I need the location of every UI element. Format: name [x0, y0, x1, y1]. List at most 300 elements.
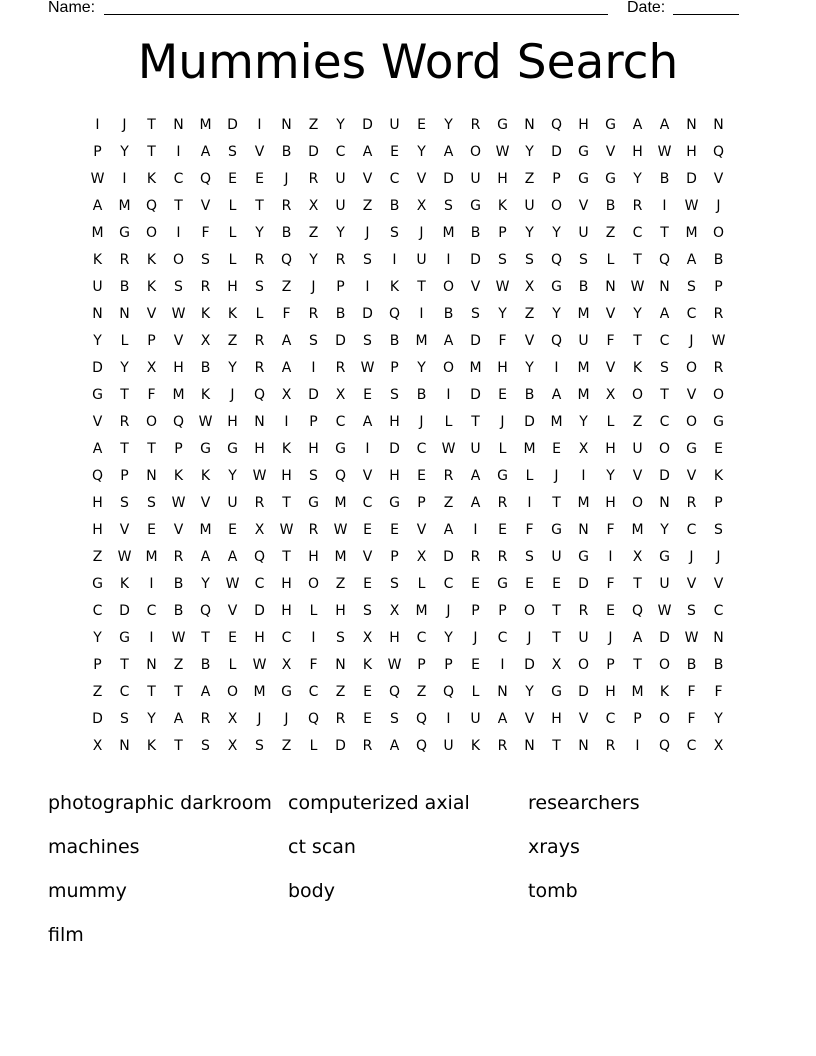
grid-letter: F: [201, 225, 210, 241]
grid-letter: B: [605, 198, 616, 214]
grid-letter: R: [497, 495, 508, 511]
grid-letter: B: [659, 171, 670, 187]
grid-letter: U: [92, 279, 103, 295]
grid-letter: Y: [552, 306, 561, 322]
grid-letter: I: [176, 144, 181, 160]
grid-letter: S: [471, 306, 480, 322]
header: [48, 0, 748, 20]
grid-letter: N: [173, 117, 184, 133]
grid-letter: R: [686, 495, 697, 511]
grid-letter: G: [686, 441, 697, 457]
grid-letter: D: [659, 468, 670, 484]
grid-letter: W: [171, 495, 186, 511]
grid-letter: H: [497, 360, 508, 376]
grid-letter: H: [605, 441, 616, 457]
grid-letter: C: [146, 603, 157, 619]
grid-letter: T: [120, 657, 129, 673]
grid-letter: T: [417, 279, 426, 295]
grid-letter: G: [92, 576, 103, 592]
grid-letter: S: [336, 630, 345, 646]
grid-letter: H: [335, 603, 346, 619]
grid-row: [84, 654, 732, 681]
grid-letter: R: [200, 279, 211, 295]
grid-letter: J: [419, 225, 424, 241]
grid-letter: S: [201, 252, 210, 268]
grid-letter: Y: [336, 225, 345, 241]
grid-letter: E: [228, 522, 237, 538]
grid-letter: W: [252, 657, 267, 673]
grid-letter: S: [444, 198, 453, 214]
grid-letter: U: [470, 711, 481, 727]
grid-letter: H: [308, 549, 319, 565]
grid-letter: R: [335, 252, 346, 268]
grid-letter: Q: [658, 252, 671, 268]
grid-letter: Y: [120, 144, 129, 160]
word-list-item: computerized axial: [288, 792, 470, 814]
grid-letter: V: [632, 468, 643, 484]
grid-row: [84, 357, 732, 384]
grid-letter: A: [362, 414, 373, 430]
grid-letter: U: [443, 738, 454, 754]
grid-row: [84, 141, 732, 168]
grid-letter: N: [335, 657, 346, 673]
grid-letter: X: [578, 441, 589, 457]
grid-letter: Q: [442, 684, 455, 700]
grid-letter: G: [389, 495, 400, 511]
grid-letter: J: [608, 630, 613, 646]
grid-letter: O: [685, 360, 698, 376]
grid-letter: Z: [524, 306, 535, 322]
grid-letter: Y: [120, 360, 129, 376]
grid-letter: Z: [362, 198, 373, 214]
grid-letter: H: [227, 279, 238, 295]
grid-letter: G: [497, 117, 508, 133]
grid-letter: E: [471, 576, 480, 592]
grid-letter: D: [578, 576, 589, 592]
grid-letter: M: [577, 306, 590, 322]
grid-letter: N: [713, 117, 724, 133]
grid-letter: Q: [415, 711, 428, 727]
word-list-item: mummy: [48, 880, 127, 902]
grid-letter: W: [657, 144, 672, 160]
grid-letter: C: [254, 576, 265, 592]
grid-letter: V: [524, 333, 535, 349]
grid-letter: H: [389, 468, 400, 484]
grid-letter: V: [254, 144, 265, 160]
grid-letter: M: [118, 198, 131, 214]
grid-letter: W: [171, 306, 186, 322]
grid-letter: U: [632, 441, 643, 457]
letter-grid: [84, 114, 732, 762]
grid-letter: V: [416, 171, 427, 187]
grid-letter: O: [307, 576, 320, 592]
grid-letter: L: [525, 468, 534, 484]
grid-letter: K: [659, 684, 670, 700]
grid-letter: V: [362, 468, 373, 484]
grid-letter: C: [497, 630, 508, 646]
grid-letter: P: [606, 657, 615, 673]
grid-letter: A: [686, 252, 697, 268]
grid-letter: V: [92, 414, 103, 430]
name-label: Name:: [48, 0, 96, 16]
grid-letter: Y: [147, 711, 156, 727]
grid-letter: S: [255, 738, 264, 754]
grid-letter: J: [500, 414, 505, 430]
grid-row: [84, 114, 732, 141]
grid-letter: S: [174, 279, 183, 295]
grid-letter: D: [92, 711, 103, 727]
grid-letter: O: [442, 279, 455, 295]
grid-letter: H: [173, 360, 184, 376]
grid-letter: V: [713, 576, 724, 592]
grid-letter: F: [606, 333, 615, 349]
grid-letter: Z: [173, 657, 184, 673]
grid-letter: G: [200, 441, 211, 457]
grid-letter: B: [200, 360, 211, 376]
grid-letter: G: [605, 171, 616, 187]
grid-letter: O: [442, 360, 455, 376]
grid-letter: V: [686, 576, 697, 592]
grid-letter: K: [200, 306, 211, 322]
grid-letter: Y: [417, 360, 426, 376]
grid-letter: X: [92, 738, 103, 754]
grid-letter: W: [360, 360, 375, 376]
name-line[interactable]: [104, 14, 608, 15]
grid-letter: C: [92, 603, 103, 619]
grid-letter: L: [228, 198, 237, 214]
page-title: Mummies Word Search: [137, 35, 679, 90]
grid-letter: Y: [93, 333, 102, 349]
grid-letter: B: [686, 657, 697, 673]
grid-letter: F: [309, 657, 318, 673]
grid-letter: P: [633, 711, 642, 727]
grid-letter: Y: [525, 684, 534, 700]
grid-letter: C: [443, 576, 454, 592]
grid-letter: O: [658, 657, 671, 673]
grid-letter: J: [284, 171, 289, 187]
grid-letter: Q: [145, 198, 158, 214]
grid-letter: E: [363, 711, 372, 727]
grid-letter: H: [92, 495, 103, 511]
grid-letter: P: [93, 657, 102, 673]
grid-letter: Z: [281, 738, 292, 754]
grid-letter: Z: [524, 171, 535, 187]
grid-letter: T: [174, 198, 183, 214]
grid-letter: B: [578, 279, 589, 295]
grid-letter: P: [93, 144, 102, 160]
grid-letter: V: [605, 144, 616, 160]
grid-letter: N: [524, 738, 535, 754]
grid-letter: Y: [525, 360, 534, 376]
grid-letter: A: [92, 198, 103, 214]
grid-letter: G: [281, 684, 292, 700]
grid-letter: S: [390, 225, 399, 241]
grid-letter: A: [443, 333, 454, 349]
grid-letter: S: [498, 252, 507, 268]
grid-letter: M: [577, 495, 590, 511]
grid-letter: G: [119, 225, 130, 241]
grid-letter: L: [471, 684, 480, 700]
grid-letter: A: [497, 711, 508, 727]
grid-letter: I: [311, 360, 316, 376]
grid-letter: P: [174, 441, 183, 457]
grid-letter: P: [417, 657, 426, 673]
grid-letter: D: [335, 738, 346, 754]
grid-letter: N: [713, 630, 724, 646]
grid-letter: A: [281, 360, 292, 376]
date-line[interactable]: [673, 14, 739, 15]
grid-letter: O: [658, 711, 671, 727]
grid-letter: L: [444, 414, 453, 430]
grid-letter: G: [335, 441, 346, 457]
grid-letter: K: [200, 387, 211, 403]
grid-letter: D: [227, 117, 238, 133]
word-list-item: film: [48, 924, 84, 946]
grid-letter: Z: [92, 549, 103, 565]
grid-letter: V: [578, 198, 589, 214]
grid-letter: L: [309, 738, 318, 754]
grid-letter: P: [552, 171, 561, 187]
grid-letter: I: [392, 252, 397, 268]
grid-letter: V: [713, 171, 724, 187]
grid-letter: R: [200, 711, 211, 727]
grid-letter: H: [551, 711, 562, 727]
grid-letter: T: [633, 657, 642, 673]
grid-letter: D: [308, 387, 319, 403]
grid-letter: U: [578, 630, 589, 646]
grid-letter: F: [525, 522, 534, 538]
grid-letter: Y: [714, 711, 723, 727]
grid-letter: Y: [552, 225, 561, 241]
grid-letter: C: [308, 684, 319, 700]
grid-letter: I: [176, 225, 181, 241]
grid-letter: I: [446, 387, 451, 403]
grid-letter: N: [146, 657, 157, 673]
grid-letter: Y: [309, 252, 318, 268]
grid-letter: M: [442, 225, 455, 241]
grid-letter: K: [497, 198, 508, 214]
grid-letter: R: [713, 306, 724, 322]
grid-letter: W: [117, 549, 132, 565]
grid-letter: I: [257, 117, 262, 133]
grid-letter: G: [713, 414, 724, 430]
grid-letter: M: [334, 549, 347, 565]
grid-letter: G: [551, 279, 562, 295]
grid-letter: N: [578, 738, 589, 754]
grid-row: [84, 546, 732, 573]
grid-letter: Y: [606, 468, 615, 484]
grid-letter: R: [335, 360, 346, 376]
grid-letter: F: [606, 522, 615, 538]
grid-letter: X: [416, 198, 427, 214]
grid-letter: Z: [92, 684, 103, 700]
grid-letter: A: [200, 684, 211, 700]
grid-letter: W: [630, 279, 645, 295]
grid-letter: E: [363, 576, 372, 592]
grid-letter: W: [225, 576, 240, 592]
grid-letter: W: [441, 441, 456, 457]
grid-letter: E: [255, 171, 264, 187]
grid-letter: P: [417, 495, 426, 511]
grid-letter: E: [228, 630, 237, 646]
grid-letter: M: [172, 387, 185, 403]
grid-letter: I: [473, 522, 478, 538]
grid-letter: Y: [660, 522, 669, 538]
grid-letter: Q: [199, 603, 212, 619]
grid-row: [84, 519, 732, 546]
grid-letter: S: [255, 279, 264, 295]
grid-letter: M: [577, 360, 590, 376]
grid-letter: C: [119, 684, 130, 700]
grid-letter: I: [527, 495, 532, 511]
grid-letter: T: [552, 603, 561, 619]
grid-letter: X: [200, 333, 211, 349]
grid-letter: J: [230, 387, 235, 403]
grid-letter: E: [390, 522, 399, 538]
grid-letter: M: [145, 549, 158, 565]
grid-letter: B: [713, 657, 724, 673]
grid-letter: R: [470, 549, 481, 565]
grid-letter: L: [120, 333, 129, 349]
grid-row: [84, 411, 732, 438]
grid-letter: M: [91, 225, 104, 241]
grid-letter: Q: [253, 387, 266, 403]
grid-letter: A: [632, 630, 643, 646]
grid-letter: G: [497, 576, 508, 592]
grid-letter: I: [446, 711, 451, 727]
grid-letter: N: [119, 306, 130, 322]
grid-letter: X: [308, 198, 319, 214]
grid-letter: A: [443, 522, 454, 538]
grid-letter: V: [470, 279, 481, 295]
grid-letter: C: [605, 711, 616, 727]
grid-letter: T: [552, 495, 561, 511]
grid-letter: G: [308, 495, 319, 511]
grid-letter: O: [658, 441, 671, 457]
grid-row: [84, 465, 732, 492]
grid-letter: P: [336, 279, 345, 295]
grid-letter: X: [227, 738, 238, 754]
grid-letter: T: [471, 414, 480, 430]
grid-letter: Q: [388, 306, 401, 322]
grid-letter: Q: [253, 549, 266, 565]
grid-letter: E: [147, 522, 156, 538]
word-list-item: machines: [48, 836, 140, 858]
grid-letter: A: [389, 738, 400, 754]
grid-letter: P: [444, 657, 453, 673]
grid-letter: P: [147, 333, 156, 349]
grid-letter: F: [687, 684, 696, 700]
grid-letter: N: [92, 306, 103, 322]
grid-letter: G: [119, 630, 130, 646]
grid-letter: T: [660, 225, 669, 241]
grid-letter: Y: [417, 144, 426, 160]
grid-letter: T: [552, 630, 561, 646]
grid-letter: U: [335, 171, 346, 187]
grid-row: [84, 735, 732, 762]
grid-letter: E: [498, 522, 507, 538]
grid-letter: E: [228, 171, 237, 187]
grid-letter: K: [92, 252, 103, 268]
grid-letter: H: [578, 117, 589, 133]
grid-letter: Y: [255, 225, 264, 241]
grid-letter: X: [713, 738, 724, 754]
grid-letter: I: [149, 576, 154, 592]
grid-letter: N: [659, 279, 670, 295]
grid-letter: E: [606, 603, 615, 619]
grid-letter: R: [254, 360, 265, 376]
grid-letter: Z: [335, 576, 346, 592]
grid-letter: A: [200, 144, 211, 160]
grid-letter: F: [282, 306, 291, 322]
grid-letter: Q: [334, 468, 347, 484]
grid-letter: Y: [633, 171, 642, 187]
grid-letter: R: [470, 117, 481, 133]
grid-letter: V: [416, 522, 427, 538]
grid-letter: Q: [550, 252, 563, 268]
word-list-item: ct scan: [288, 836, 356, 858]
grid-letter: V: [605, 306, 616, 322]
grid-letter: T: [282, 549, 291, 565]
grid-letter: P: [390, 549, 399, 565]
grid-letter: J: [554, 468, 559, 484]
grid-letter: R: [605, 738, 616, 754]
grid-row: [84, 573, 732, 600]
grid-letter: B: [443, 306, 454, 322]
grid-letter: S: [390, 711, 399, 727]
grid-letter: E: [390, 144, 399, 160]
grid-letter: K: [146, 279, 157, 295]
grid-letter: L: [228, 252, 237, 268]
grid-letter: M: [631, 684, 644, 700]
grid-letter: U: [551, 549, 562, 565]
grid-letter: V: [173, 333, 184, 349]
grid-letter: W: [684, 198, 699, 214]
grid-letter: W: [333, 522, 348, 538]
grid-letter: N: [119, 738, 130, 754]
grid-letter: R: [308, 306, 319, 322]
grid-letter: M: [334, 495, 347, 511]
grid-letter: O: [145, 414, 158, 430]
grid-row: [84, 438, 732, 465]
grid-letter: S: [660, 360, 669, 376]
grid-row: [84, 249, 732, 276]
grid-letter: R: [173, 549, 184, 565]
grid-letter: Z: [308, 117, 319, 133]
grid-letter: U: [578, 225, 589, 241]
grid-letter: U: [524, 198, 535, 214]
grid-letter: E: [417, 117, 426, 133]
grid-letter: Z: [335, 684, 346, 700]
grid-letter: H: [281, 468, 292, 484]
grid-letter: V: [578, 711, 589, 727]
grid-letter: Q: [631, 603, 644, 619]
grid-letter: I: [581, 468, 586, 484]
grid-letter: C: [686, 306, 697, 322]
grid-letter: X: [227, 711, 238, 727]
grid-letter: D: [254, 603, 265, 619]
grid-letter: Q: [307, 711, 320, 727]
grid-letter: D: [389, 441, 400, 457]
grid-letter: E: [471, 657, 480, 673]
grid-letter: W: [711, 333, 726, 349]
grid-letter: M: [199, 522, 212, 538]
grid-letter: B: [119, 279, 130, 295]
grid-letter: Z: [308, 225, 319, 241]
grid-letter: J: [689, 549, 694, 565]
grid-letter: S: [687, 279, 696, 295]
grid-letter: S: [687, 603, 696, 619]
